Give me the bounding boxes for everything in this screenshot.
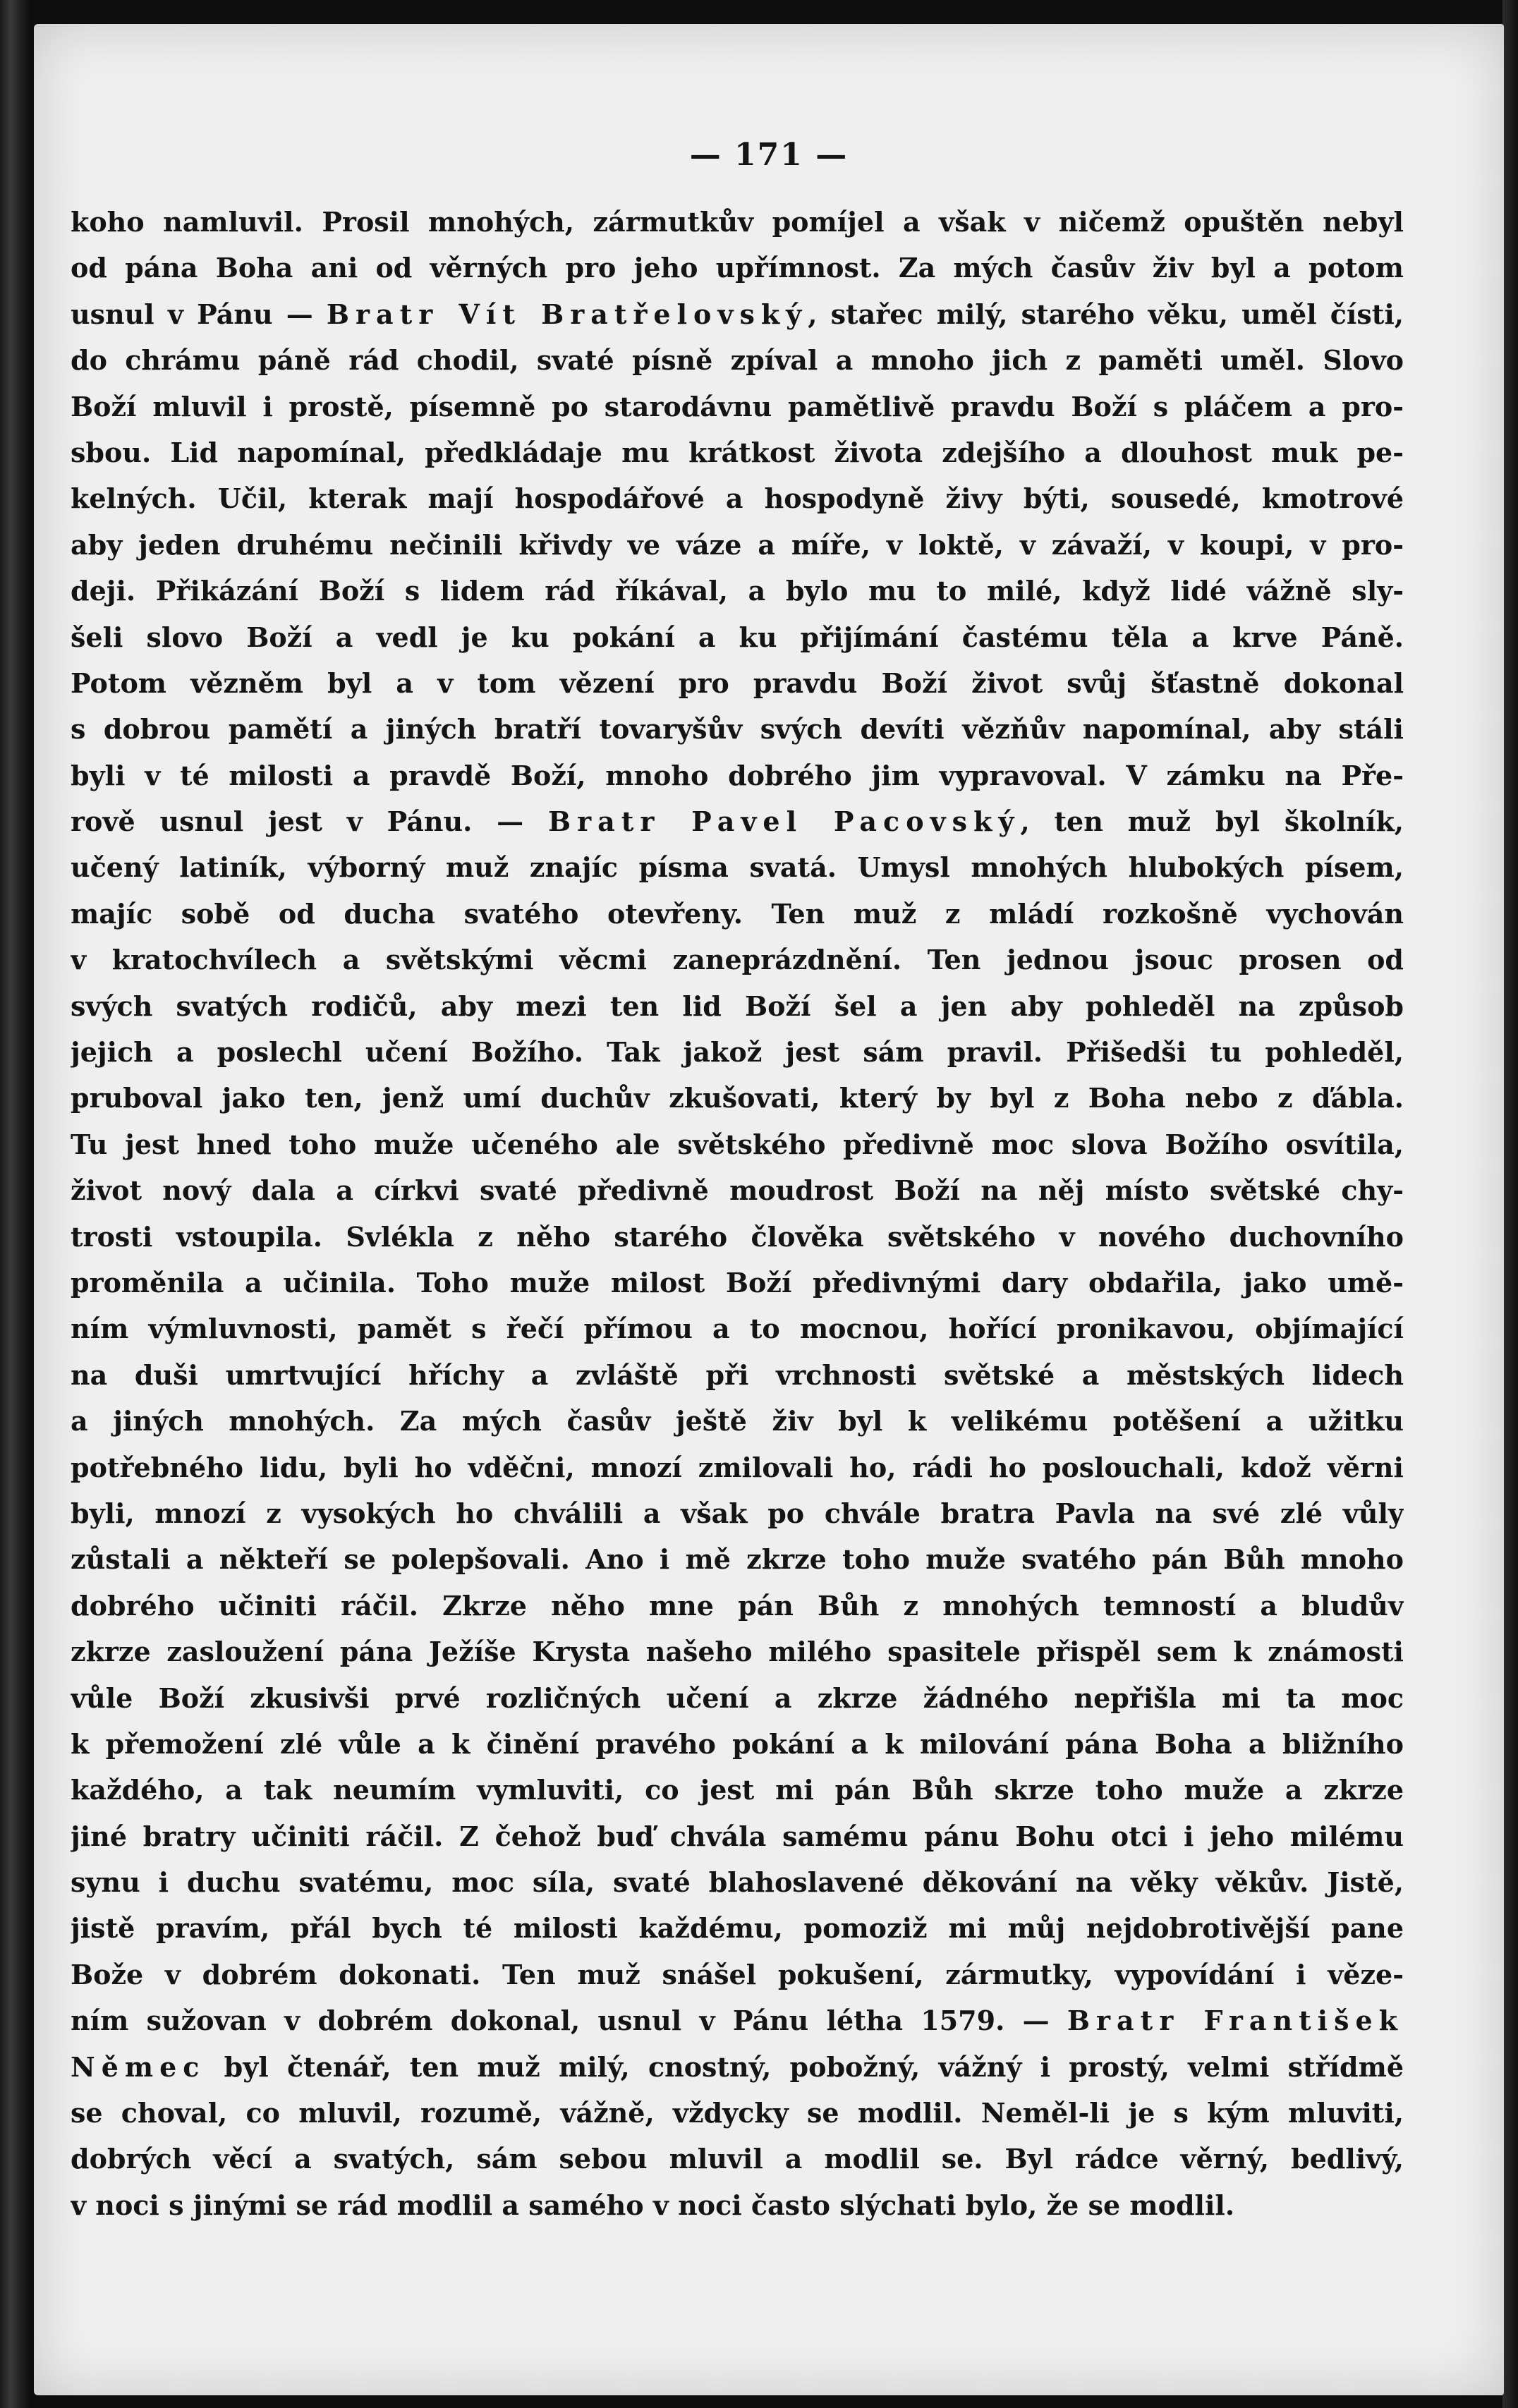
text-line: [71, 1490, 1404, 1536]
text-segment: synu i duchu svatému, moc síla, svaté blahoslavené děkování na věky věkův. Jistě,: [71, 1866, 1404, 1899]
text-segment: proměnila a učinila. Toho muže milost Boží předivnými dary obdařila, jako umě-: [71, 1266, 1404, 1299]
text-line: [71, 1583, 1404, 1629]
text-line: [71, 1075, 1404, 1121]
text-segment: Tu jest hned toho muže učeného ale světského předivně moc slova Božího osvítila,: [71, 1128, 1404, 1160]
page-number: — 171 —: [689, 137, 849, 173]
text-line: [71, 983, 1404, 1029]
text-segment: sbou. Lid napomínal, předkládaje mu krátkost života zdejšího a dlouhost muk pe-: [71, 436, 1404, 468]
text-segment: majíc sobě od ducha svatého otevřeny. Ten muž z mládí rozkošně vychován: [71, 897, 1404, 930]
text-segment: usnul v Pánu —: [71, 298, 327, 330]
spaced-name: Bratr Pavel Pacovský: [548, 805, 1021, 838]
text-segment: s dobrou pamětí a jiných bratří tovaryšův svých devíti vězňův napomínal, aby stáli: [71, 713, 1404, 746]
text-segment: jiné bratry učiniti ráčil. Z čehož buď chvála samému pánu Bohu otci i jeho milému: [71, 1820, 1404, 1852]
text-segment: v noci s jinými se rád modlil a samého v noci často slýchati bylo, že se modlil.: [71, 2189, 1235, 2221]
text-line: [71, 475, 1404, 521]
text-line: [71, 706, 1404, 752]
text-segment: šeli slovo Boží a vedl je ku pokání a ku přijímání častému těla a krve Páně.: [71, 621, 1404, 653]
text-segment: byl čtenář, ten muž milý, cnostný, pobožný, vážný i prostý, velmi střídmě: [205, 2050, 1404, 2083]
spaced-name: Bratr František: [1067, 2005, 1404, 2037]
text-segment: , ten muž byl školník,: [1020, 805, 1404, 838]
text-line: [71, 1813, 1404, 1859]
text-line: [71, 2090, 1404, 2136]
text-line: [71, 199, 1404, 245]
text-segment: zůstali a někteří se polepšovali. Ano i mě zkrze toho muže svatého pán Bůh mnoho: [71, 1543, 1404, 1576]
text-line: [71, 568, 1404, 614]
text-segment: aby jeden druhému nečinili křivdy ve váze a míře, v loktě, v závaží, v koupi, v pro-: [71, 528, 1404, 561]
text-line: [71, 1675, 1404, 1721]
body-text: [71, 199, 1404, 2228]
text-segment: kelných. Učil, kterak mají hospodářové a hospodyně živy býti, sousedé, kmotrové: [71, 482, 1404, 515]
text-segment: na duši umrtvující hříchy a zvláště při vrchnosti světské a městských lidech: [71, 1358, 1404, 1391]
text-segment: rově usnul jest v Pánu. —: [71, 805, 548, 838]
text-segment: život nový dala a církvi svaté předivně moudrost Boží na něj místo světské chy-: [71, 1174, 1404, 1207]
text-line: [71, 1536, 1404, 1582]
text-line: [71, 2136, 1404, 2182]
text-segment: vůle Boží zkusivši prvé rozličných učení a zkrze žádného nepřišla mi ta moc: [71, 1682, 1404, 1714]
text-line: [71, 2182, 1404, 2228]
text-segment: jistě pravím, přál bych té milosti každému, pomoziž mi můj nejdobrotivější pane: [71, 1912, 1404, 1945]
text-segment: k přemožení zlé vůle a k činění pravého pokání a k milování pána Boha a bližního: [71, 1727, 1404, 1760]
text-line: [71, 1306, 1404, 1351]
text-line: [71, 660, 1404, 706]
text-line: [71, 1721, 1404, 1767]
text-segment: dobrých věcí a svatých, sám sebou mluvil a modlil se. Byl rádce věrný, bedlivý,: [71, 2143, 1404, 2175]
text-segment: zkrze zasloužení pána Ježíše Krysta našeho milého spasitele přispěl sem k známosti: [71, 1636, 1404, 1668]
scan-left-edge: [0, 0, 31, 2408]
text-line: [71, 844, 1404, 890]
text-segment: Potom vězněm byl a v tom vězení pro pravdu Boží život svůj šťastně dokonal: [71, 667, 1404, 699]
book-page: [34, 24, 1504, 2395]
text-line: [71, 937, 1404, 983]
text-line: [71, 1952, 1404, 1997]
text-line: [71, 753, 1404, 798]
text-segment: se choval, co mluvil, rozumě, vážně, vždycky se modlil. Neměl-li je s kým mluviti,: [71, 2097, 1404, 2129]
text-segment: v kratochvílech a světskými věcmi zaneprázdnění. Ten jednou jsouc prosen od: [71, 944, 1404, 976]
text-line: [71, 1997, 1404, 2043]
text-line: [71, 384, 1404, 430]
text-line: [71, 614, 1404, 660]
text-segment: Bože v dobrém dokonati. Ten muž snášel pokušení, zármutky, vypovídání i vězе-: [71, 1958, 1404, 1990]
text-line: [71, 337, 1404, 383]
text-segment: byli, mnozí z vysokých ho chválili a však po chvále bratra Pavla na své zlé vůly: [71, 1497, 1404, 1529]
text-line: [71, 291, 1404, 337]
text-segment: každého, a tak neumím vymluviti, co jest mi pán Bůh skrze toho muže a zkrze: [71, 1774, 1404, 1806]
text-line: [71, 1260, 1404, 1306]
text-line: [71, 522, 1404, 568]
text-segment: od pána Boha ani od věrných pro jeho upřímnost. Za mých časův živ byl a potom: [71, 252, 1404, 284]
text-line: [71, 1214, 1404, 1260]
spaced-name: Bratr Vít Bratřelovský: [326, 298, 808, 330]
text-segment: ním výmluvnosti, pamět s řečí přímou a to mocnou, hořící pronikavou, objímající: [71, 1313, 1404, 1345]
text-line: [71, 1445, 1404, 1490]
text-segment: potřebného lidu, byli ho vděčni, mnozí zmilovali ho, rádi ho poslouchali, kdož věrni: [71, 1451, 1404, 1483]
text-segment: učený latiník, výborný muž znajíc písma svatá. Umysl mnohých hlubokých písem,: [71, 851, 1404, 884]
text-line: [71, 1029, 1404, 1075]
text-segment: jejich a poslechl učení Božího. Tak jakož jest sám pravil. Přišedši tu pohleděl,: [71, 1036, 1404, 1069]
text-line: [71, 1398, 1404, 1444]
text-line: [71, 1905, 1404, 1951]
text-segment: Boží mluvil i prostě, písemně po starodávnu pamětlivě pravdu Boží s pláčem a pro-: [71, 390, 1404, 422]
text-segment: do chrámu páně rád chodil, svaté písně zpíval a mnoho jich z paměti uměl. Slovo: [71, 344, 1404, 377]
text-segment: trosti vstoupila. Svlékla z něho starého člověka světského v nového duchovního: [71, 1220, 1404, 1253]
text-segment: koho namluvil. Prosil mnohých, zármutkův pomíjel a však v ničemž opuštěn nebyl: [71, 206, 1404, 238]
text-segment: byli v té milosti a pravdě Boží, mnoho dobrého jim vypravoval. V zámku na Pře-: [71, 759, 1404, 791]
spaced-name: Němec: [71, 2050, 206, 2083]
text-segment: deji. Přikázání Boží s lidem rád říkával, a bylo mu to milé, když lidé vážně sly-: [71, 575, 1404, 607]
text-segment: pruboval jako ten, jenž umí duchův zkušovati, který by byl z Boha nebo z ďábla.: [71, 1082, 1404, 1114]
text-segment: ním sužovan v dobrém dokonal, usnul v Pánu létha 1579. —: [71, 2005, 1067, 2037]
text-segment: a jiných mnohých. Za mých časův ještě živ byl k velikému potěšení a užitku: [71, 1405, 1404, 1437]
text-segment: dobrého učiniti ráčil. Zkrze něho mne pán Bůh z mnohých temností a bludův: [71, 1589, 1404, 1622]
text-line: [71, 1859, 1404, 1905]
text-line: [71, 245, 1404, 291]
text-line: [71, 1167, 1404, 1213]
text-line: [71, 2044, 1404, 2090]
text-line: [71, 1629, 1404, 1674]
text-segment: svých svatých rodičů, aby mezi ten lid Boží šel a jen aby pohleděl na způsob: [71, 990, 1404, 1022]
text-line: [71, 891, 1404, 937]
text-line: [71, 798, 1404, 844]
text-line: [71, 430, 1404, 475]
text-line: [71, 1121, 1404, 1167]
text-line: [71, 1767, 1404, 1813]
text-line: [71, 1352, 1404, 1398]
scan-right-edge: [1502, 0, 1518, 2408]
text-segment: , stařec milý, starého věku, uměl čísti,: [808, 298, 1404, 330]
